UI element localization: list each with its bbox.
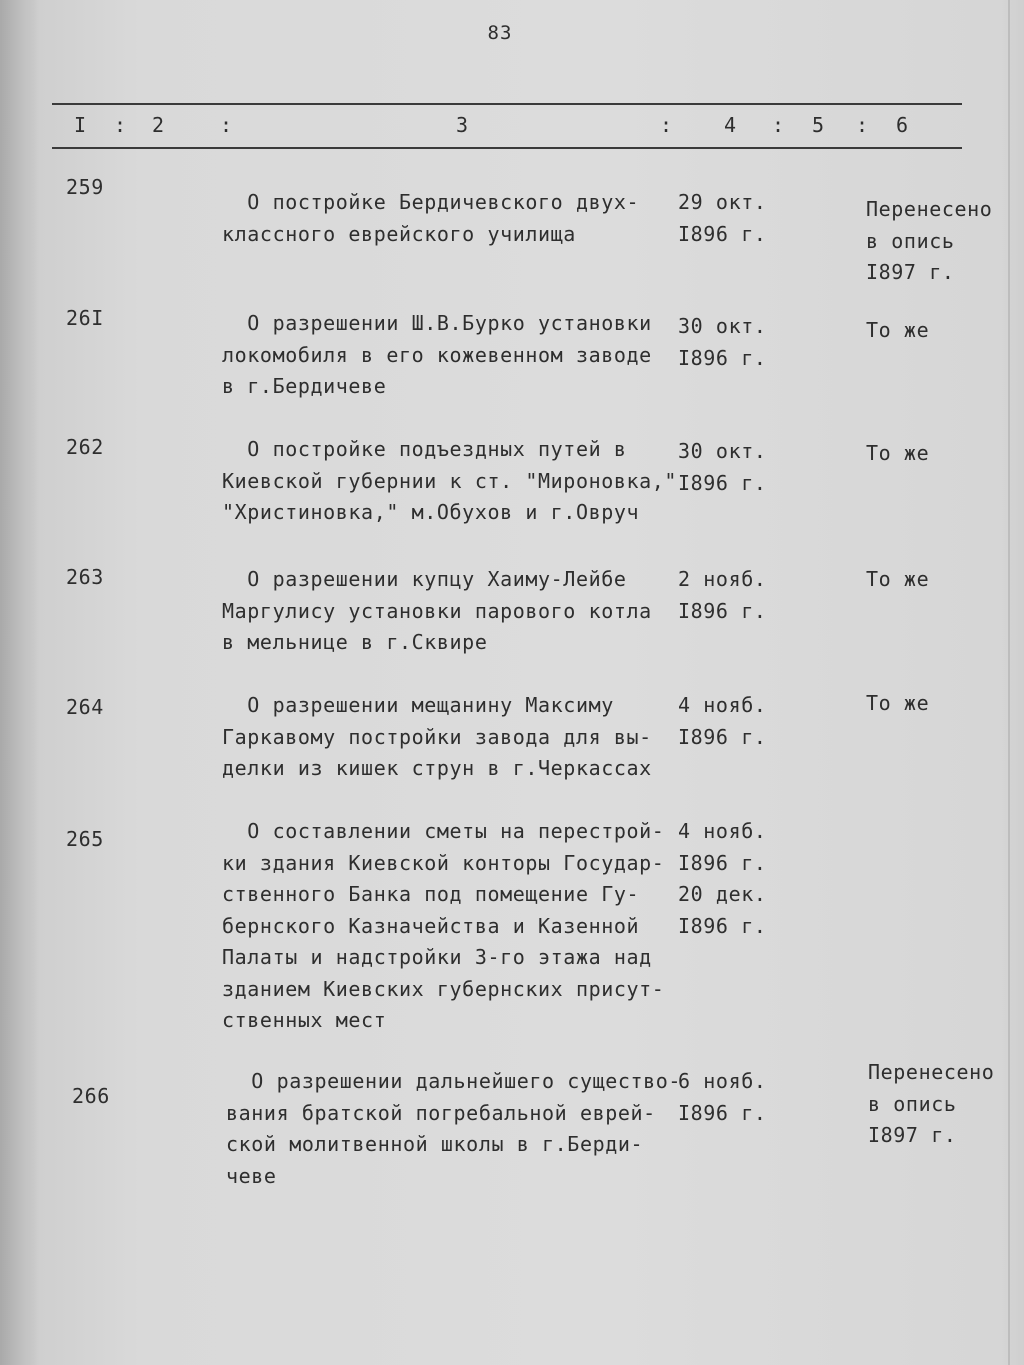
row-date: 30 окт. I896 г. xyxy=(678,439,767,495)
column-header-4: 4 xyxy=(724,113,737,137)
page-edge xyxy=(1008,0,1010,1365)
row-title: О составлении сметы на перестрой- ки здания Киевской конторы Государ- ственного Банка под помещение Гу- бернского Казначейства и Казенной Палаты и надстройки 3-го этажа над зданием Киевских губернских присут- ственных мест xyxy=(222,819,665,1032)
row-note: То же xyxy=(866,318,930,342)
page-number: 83 xyxy=(487,22,513,44)
row-date: 4 нояб. I896 г. xyxy=(678,693,767,749)
column-header-3: 3 xyxy=(456,113,469,137)
row-date: 29 окт. I896 г. xyxy=(678,190,767,246)
page-fold-shadow xyxy=(0,0,38,1365)
row-title: О разрешении Ш.В.Бурко установки локомобиля в его кожевенном заводе в г.Бердичеве xyxy=(222,311,652,398)
row-note: То же xyxy=(866,441,930,465)
row-number: 265 xyxy=(66,827,104,851)
column-header-5: 5 xyxy=(812,113,825,137)
row-note: То же xyxy=(866,691,930,715)
column-separator: : xyxy=(114,113,127,137)
column-header-6: 6 xyxy=(896,113,909,137)
column-separator: : xyxy=(220,113,233,137)
row-number: 263 xyxy=(66,565,104,589)
row-date: 4 нояб. I896 г. 20 дек. I896 г. xyxy=(678,819,767,938)
column-separator: : xyxy=(772,113,785,137)
row-title: О постройке Бердичевского двух- классного еврейского училища xyxy=(222,190,640,246)
row-title: О разрешении дальнейшего существо- вания братской погребальной еврей- ской молитвенной школы в г.Берди- чеве xyxy=(226,1069,682,1188)
row-title: О разрешении мещанину Максиму Гаркавому постройки завода для вы- делки из кишек струн в г.Черкассах xyxy=(222,693,652,780)
column-separator: : xyxy=(660,113,673,137)
row-title: О постройке подъездных путей в Киевской губернии к ст. "Мироновка," "Христиновка," м.Обухов и г.Овруч xyxy=(222,437,678,524)
header-bottom-rule xyxy=(52,147,962,149)
row-title: О разрешении купцу Хаиму-Лейбе Маргулису установки парового котла в мельнице в г.Сквире xyxy=(222,567,652,654)
row-note: Перенесено в опись I897 г. xyxy=(866,197,993,284)
column-header-1: I xyxy=(74,113,87,137)
row-note: Перенесено в опись I897 г. xyxy=(868,1060,995,1147)
row-number: 266 xyxy=(72,1084,110,1108)
row-number: 26I xyxy=(66,306,104,330)
row-number: 262 xyxy=(66,435,104,459)
row-date: 30 окт. I896 г. xyxy=(678,314,767,370)
header-top-rule xyxy=(52,103,962,105)
row-date: 6 нояб. I896 г. xyxy=(678,1069,767,1125)
row-number: 259 xyxy=(66,175,104,199)
row-date: 2 нояб. I896 г. xyxy=(678,567,767,623)
column-separator: : xyxy=(856,113,869,137)
row-number: 264 xyxy=(66,695,104,719)
row-note: То же xyxy=(866,567,930,591)
column-header-2: 2 xyxy=(152,113,165,137)
